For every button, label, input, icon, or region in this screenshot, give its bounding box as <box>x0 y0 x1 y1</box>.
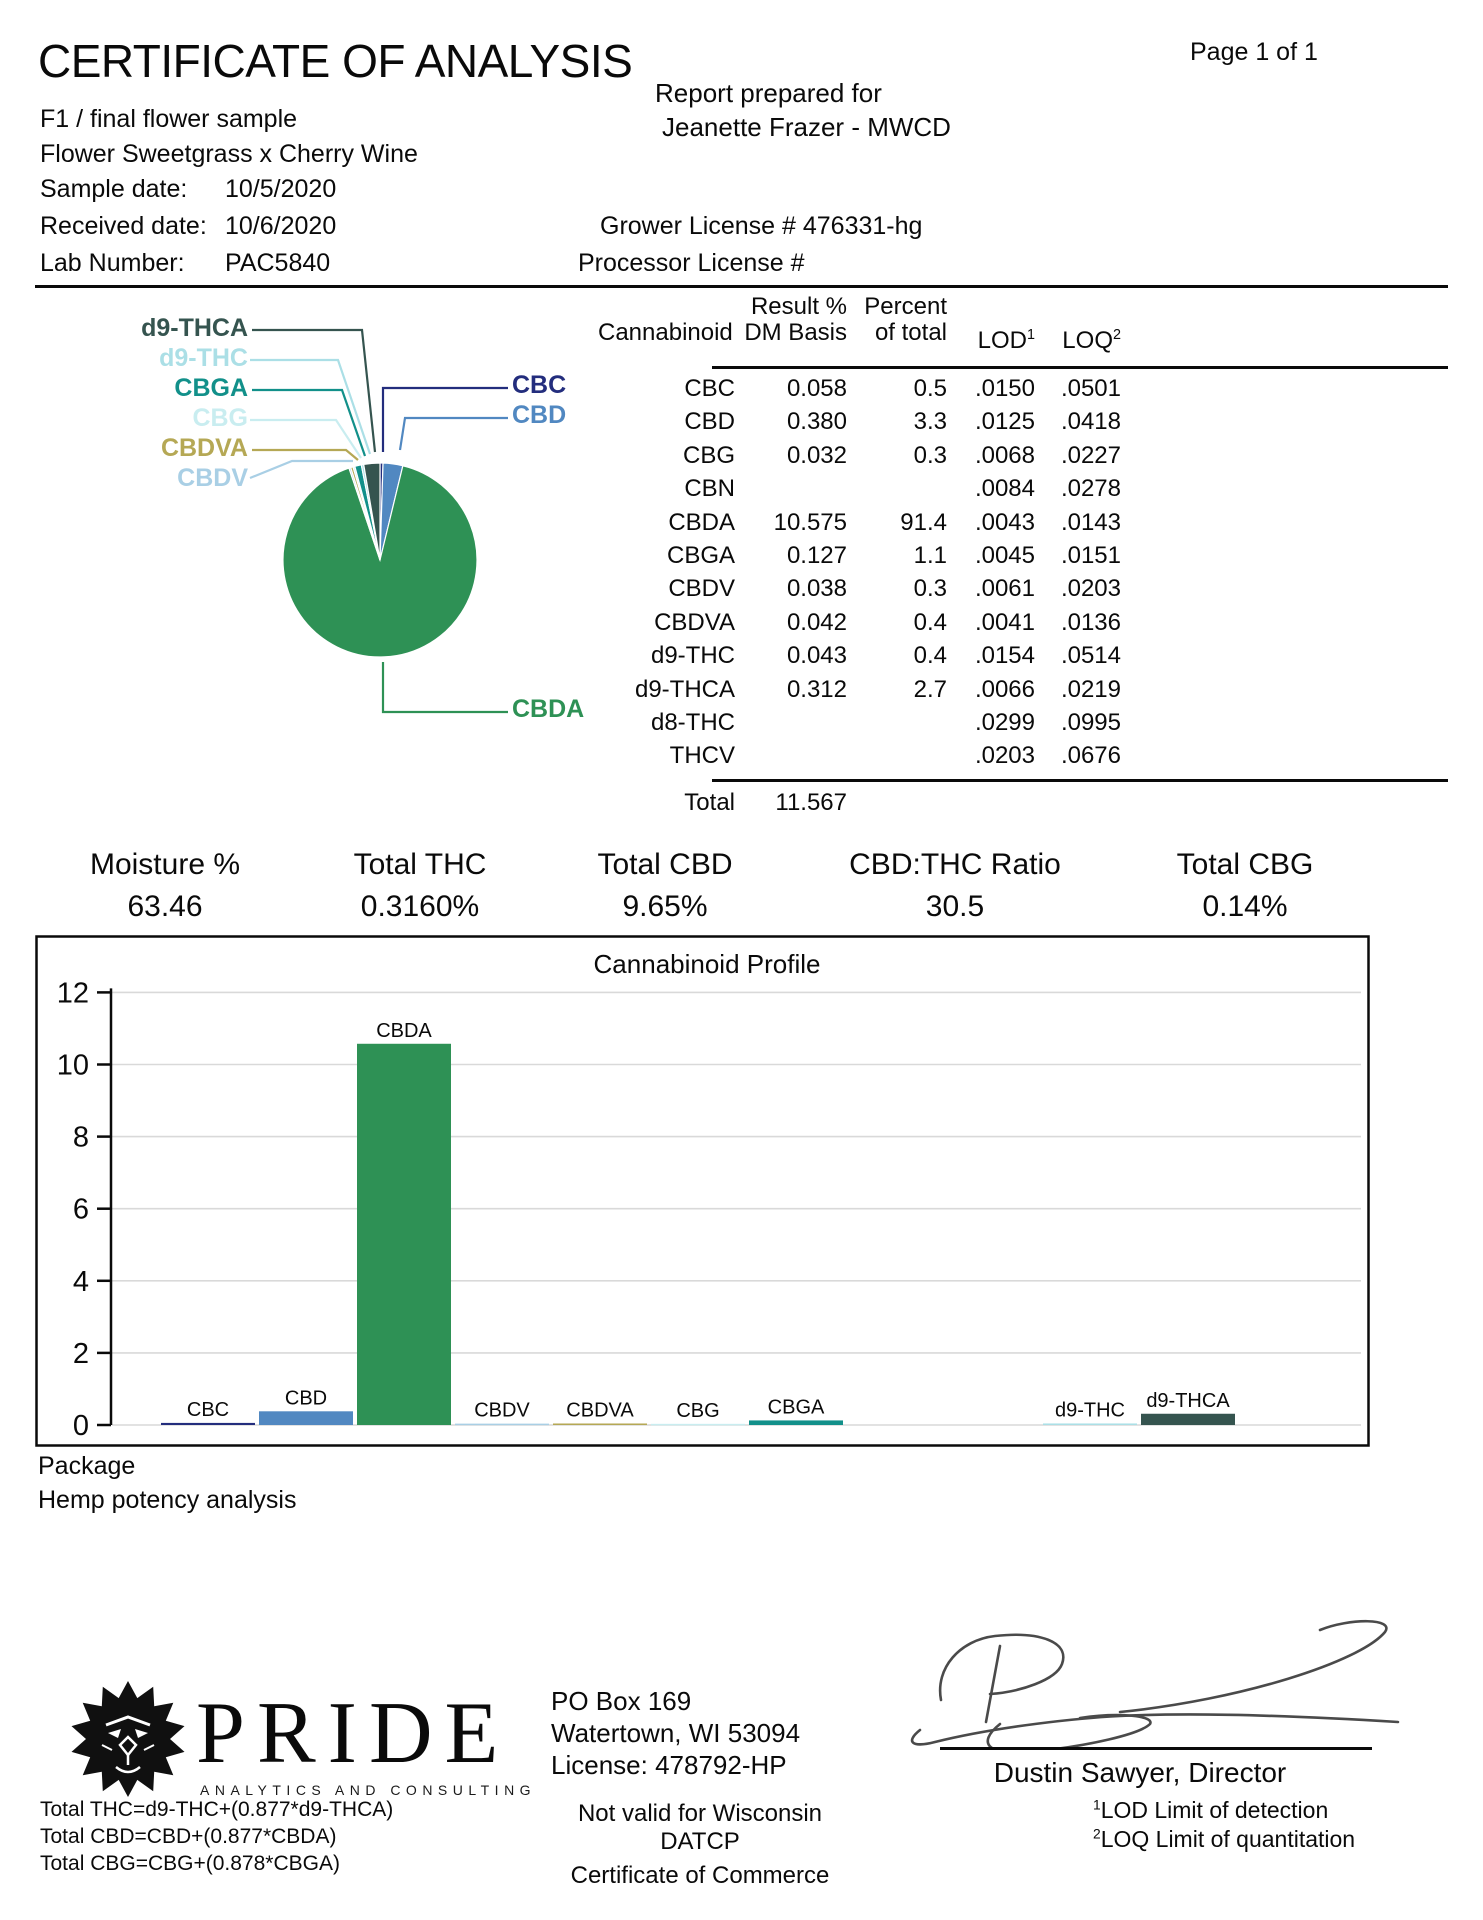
table-cell: 0.043 <box>786 642 847 670</box>
table-cell: .0151 <box>1060 541 1121 569</box>
lab-number-label: Lab Number: <box>40 249 185 277</box>
table-header-result-line1: Result % <box>750 293 847 320</box>
grower-license: Grower License # 476331-hg <box>600 212 923 240</box>
loq-superscript: 2 <box>1112 327 1121 343</box>
summary-total-cbd <box>560 848 770 924</box>
table-header-result <box>735 294 847 346</box>
bar-label-CBGA: CBGA <box>767 1396 825 1419</box>
signature-line <box>940 1747 1372 1750</box>
table-cell: 0.380 <box>786 408 847 436</box>
table-cell: .0154 <box>974 642 1035 670</box>
report-recipient: Jeanette Frazer - MWCD <box>662 112 951 142</box>
table-cell: CBG <box>682 441 735 469</box>
logo-subtitle: ANALYTICS AND CONSULTING <box>200 1782 537 1798</box>
formula-total-cbd: Total CBD=CBD+(0.877*CBDA) <box>40 1825 337 1848</box>
table-cell: .0150 <box>974 375 1035 402</box>
table-cell: d9-THCA <box>634 675 735 703</box>
y-tick-label-2: 2 <box>72 1337 89 1370</box>
table-cell: CBC <box>684 375 735 402</box>
y-tick-label-6: 6 <box>72 1193 89 1226</box>
bar-CBD <box>259 1411 353 1425</box>
summary-moisture-value: 63.46 <box>127 890 203 923</box>
table-row-CBGA <box>590 539 1150 572</box>
table-header-lod-text: LOD <box>977 327 1027 354</box>
table-cell: .0995 <box>1060 708 1121 736</box>
footnote-lod-sup: 1 <box>1093 1797 1101 1813</box>
cannabinoid-profile-bar-chart <box>35 935 1370 1447</box>
table-header-lod <box>947 322 1035 354</box>
table-row-d9-THC <box>590 639 1150 672</box>
pie-label-CBDV: CBDV <box>177 464 248 492</box>
table-cell: .0143 <box>1060 508 1121 536</box>
summary-total-thc-label: Total THC <box>353 848 487 881</box>
table-cell: 3.3 <box>913 408 947 436</box>
disclaimer-line2: Certificate of Commerce <box>570 1862 830 1889</box>
table-cell <box>735 706 847 739</box>
header-divider <box>35 285 1448 288</box>
pie-label-CBDVA: CBDVA <box>160 434 248 462</box>
table-row-CBG <box>590 439 1150 472</box>
table-cell: 0.3 <box>913 441 947 469</box>
table-cell: .0061 <box>974 575 1035 603</box>
table-header-underline <box>712 366 1448 369</box>
summary-total-cbg <box>1135 848 1355 924</box>
bar-CBC <box>161 1423 255 1425</box>
table-cell: CBN <box>684 475 735 503</box>
page-number: Page 1 of 1 <box>1190 38 1318 66</box>
pie-label-CBDA: CBDA <box>512 695 585 723</box>
table-cell: .0136 <box>1060 608 1121 636</box>
table-row-d9-THCA <box>590 673 1150 706</box>
summary-cbd-thc-ratio-label: CBD:THC Ratio <box>849 848 1061 881</box>
signer-name: Dustin Sawyer, Director <box>993 1757 1287 1788</box>
address-line1: PO Box 169 <box>551 1686 692 1716</box>
formula-total-thc: Total THC=d9-THC+(0.877*d9-THCA) <box>40 1798 394 1821</box>
bar-CBDA <box>357 1044 451 1425</box>
table-cell: 0.4 <box>913 642 947 670</box>
table-row-CBDVA <box>590 606 1150 639</box>
pie-label-CBC: CBC <box>512 371 567 399</box>
bar-label-CBG: CBG <box>676 1399 720 1422</box>
bar-d9-THC <box>1043 1423 1137 1425</box>
sample-type: Flower Sweetgrass x Cherry Wine <box>40 140 418 168</box>
table-header-percent-line1: Percent <box>864 293 947 320</box>
summary-total-cbg-label: Total CBG <box>1176 848 1314 881</box>
y-tick-label-0: 0 <box>72 1410 89 1442</box>
table-cell: .0084 <box>974 475 1035 503</box>
footnote-lod <box>1093 1797 1328 1824</box>
address-line3: License: 478792-HP <box>551 1750 787 1780</box>
summary-cbd-thc-ratio <box>840 848 1070 924</box>
table-cell: CBGA <box>666 541 735 569</box>
cannabinoid-pie-chart <box>80 300 600 730</box>
lod-superscript: 1 <box>1026 327 1035 343</box>
table-cell: .0219 <box>1060 675 1121 703</box>
signature-stroke-4 <box>912 1714 1398 1744</box>
bar-label-CBDA: CBDA <box>376 1019 432 1042</box>
bar-label-CBD: CBD <box>284 1387 328 1410</box>
summary-total-cbd-label: Total CBD <box>597 848 733 881</box>
pie-callout-CBGA <box>252 390 365 456</box>
pie-callout-CBD <box>400 418 508 450</box>
page-title: CERTIFICATE OF ANALYSIS <box>38 35 633 87</box>
lion-mane-shape <box>72 1681 185 1797</box>
table-cell: 0.4 <box>913 608 947 636</box>
bar-CBDV <box>455 1424 549 1426</box>
table-cell <box>847 739 947 772</box>
table-cell: .0501 <box>1060 375 1121 402</box>
table-header-percent-line2: of total <box>874 319 947 346</box>
table-cell: .0278 <box>1060 475 1121 503</box>
signature-stroke-1 <box>940 1635 1063 1700</box>
table-row-CBC <box>590 372 1150 405</box>
table-cell: 0.032 <box>786 441 847 469</box>
table-cell: .0203 <box>1060 575 1121 603</box>
analysis-type-label: Hemp potency analysis <box>38 1486 297 1514</box>
table-header-loq-text: LOQ <box>1062 327 1113 354</box>
summary-total-thc-value: 0.3160% <box>360 890 480 923</box>
table-header-percent <box>847 294 947 346</box>
table-cell: 0.058 <box>786 375 847 402</box>
disclaimer <box>540 1800 860 1890</box>
table-cell: CBDA <box>668 508 735 536</box>
table-cell: .0068 <box>974 441 1035 469</box>
table-header-loq <box>1035 322 1121 354</box>
table-cell: 1.1 <box>913 541 947 569</box>
summary-total-thc <box>315 848 525 924</box>
table-cell: 0.312 <box>786 675 847 703</box>
bar-label-d9-THCA: d9-THCA <box>1146 1389 1230 1412</box>
bar-CBDVA <box>553 1423 647 1425</box>
table-cell: .0514 <box>1060 642 1121 670</box>
bar-chart-frame <box>37 937 1369 1446</box>
table-cell: .0066 <box>974 675 1035 703</box>
table-cell <box>735 739 847 772</box>
table-cell: THCV <box>669 742 735 770</box>
table-row-d8-THC <box>590 706 1150 739</box>
summary-moisture <box>65 848 265 924</box>
signature-stroke-3 <box>1120 1621 1386 1712</box>
table-row-CBD <box>590 405 1150 438</box>
summary-moisture-label: Moisture % <box>89 848 241 881</box>
sample-date-label: Sample date: <box>40 175 188 203</box>
table-header-result-line2: DM Basis <box>744 319 847 346</box>
table-cell: 2.7 <box>913 675 947 703</box>
total-value: 11.567 <box>775 789 847 816</box>
bar-d9-THCA <box>1141 1414 1235 1425</box>
y-tick-label-10: 10 <box>56 1049 89 1082</box>
logo-wordmark: PRIDE <box>196 1685 511 1782</box>
table-cell: .0203 <box>974 742 1035 770</box>
table-total-row <box>590 786 1150 819</box>
pie-label-CBD: CBD <box>512 401 567 429</box>
table-cell: .0299 <box>974 708 1035 736</box>
pie-label-CBGA: CBGA <box>174 374 248 402</box>
table-cell: .0227 <box>1060 441 1121 469</box>
sample-name: F1 / final flower sample <box>40 105 298 133</box>
table-cell: CBDV <box>668 575 735 603</box>
cannabinoid-table-body <box>590 372 1150 773</box>
table-cell: .0418 <box>1060 408 1121 436</box>
table-total-divider <box>712 779 1448 782</box>
bar-CBG <box>651 1424 745 1426</box>
footnote-loq-text: LOQ Limit of quantitation <box>1100 1826 1356 1852</box>
table-cell: 91.4 <box>900 508 947 536</box>
bar-label-CBC: CBC <box>186 1398 230 1421</box>
pie-callout-CBG <box>250 420 361 458</box>
bar-CBGA <box>749 1420 843 1425</box>
signature-stroke-2 <box>986 1646 1000 1722</box>
table-cell <box>735 472 847 505</box>
total-label: Total <box>684 789 735 816</box>
table-cell: CBD <box>684 408 735 436</box>
table-cell: 0.127 <box>786 541 847 569</box>
bar-label-d9-THC: d9-THC <box>1054 1399 1126 1422</box>
table-cell: 0.038 <box>786 575 847 603</box>
table-cell: CBDVA <box>654 608 735 636</box>
y-tick-label-8: 8 <box>72 1121 89 1154</box>
table-cell: 0.3 <box>913 575 947 603</box>
table-header-cannabinoid: Cannabinoid <box>598 319 733 346</box>
table-cell: 10.575 <box>773 508 847 536</box>
footnote-lod-text: LOD Limit of detection <box>1100 1797 1329 1823</box>
table-cell: d9-THC <box>650 642 735 670</box>
received-date-value: 10/6/2020 <box>225 212 337 240</box>
address-line2: Watertown, WI 53094 <box>551 1718 801 1748</box>
table-row-CBN <box>590 472 1150 505</box>
table-cell <box>847 472 947 505</box>
formula-total-cbg: Total CBG=CBG+(0.878*CBGA) <box>40 1852 340 1875</box>
signature-image <box>900 1608 1420 1748</box>
summary-cbd-thc-ratio-value: 30.5 <box>925 890 985 923</box>
table-cell: .0676 <box>1060 742 1121 770</box>
table-cell: 0.042 <box>786 608 847 636</box>
table-cell <box>847 706 947 739</box>
pie-callout-CBDA <box>383 662 508 712</box>
footnote-loq-sup: 2 <box>1093 1826 1101 1842</box>
pie-callout-CBDVA <box>252 450 358 460</box>
table-cell: d8-THC <box>650 708 735 736</box>
disclaimer-line1: Not valid for Wisconsin DATCP <box>577 1800 823 1855</box>
pie-label-d9-THCA: d9-THCA <box>141 314 248 342</box>
table-cell: .0041 <box>974 608 1035 636</box>
pie-callout-d9-THC <box>250 360 370 454</box>
report-prepared-for: Report prepared for <box>655 78 882 108</box>
processor-license: Processor License # <box>578 249 805 277</box>
y-tick-label-4: 4 <box>72 1265 89 1298</box>
y-tick-label-12: 12 <box>56 977 89 1010</box>
pie-label-d9-THC: d9-THC <box>159 344 248 372</box>
lion-logo-icon <box>68 1675 188 1811</box>
lab-number-value: PAC5840 <box>225 249 331 277</box>
table-row-CBDV <box>590 572 1150 605</box>
bar-label-CBDVA: CBDVA <box>566 1399 634 1422</box>
pie-label-CBG: CBG <box>192 404 248 432</box>
table-cell: 0.5 <box>913 375 947 402</box>
bar-chart-title: Cannabinoid Profile <box>593 949 821 979</box>
received-date-label: Received date: <box>40 212 207 240</box>
summary-total-cbg-value: 0.14% <box>1202 890 1288 923</box>
table-row-THCV <box>590 739 1150 772</box>
package-label: Package <box>38 1452 136 1480</box>
table-cell: .0045 <box>974 541 1035 569</box>
bar-label-CBDV: CBDV <box>474 1399 530 1422</box>
summary-total-cbd-value: 9.65% <box>622 890 708 923</box>
sample-date-value: 10/5/2020 <box>225 175 337 203</box>
table-row-CBDA <box>590 506 1150 539</box>
table-cell: .0043 <box>974 508 1035 536</box>
table-cell: .0125 <box>974 408 1035 436</box>
footnote-loq <box>1093 1826 1355 1853</box>
